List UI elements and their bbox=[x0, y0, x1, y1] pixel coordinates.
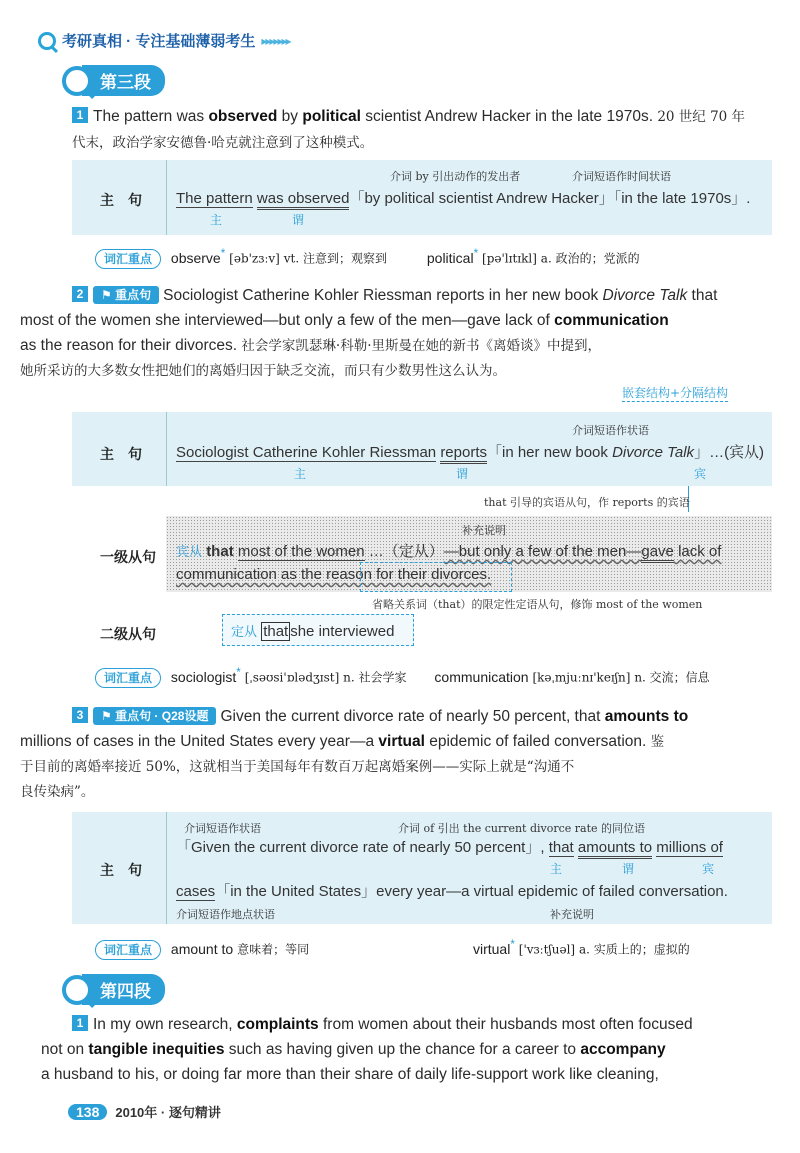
main-clause-line1 bbox=[176, 836, 723, 857]
label-object: 宾 bbox=[702, 862, 715, 876]
section-badge-3 bbox=[62, 65, 165, 96]
annotation: 介词 of 引出 the current divorce rate 的同位语 bbox=[398, 822, 646, 835]
text: from women about their husbands most often focused bbox=[318, 1016, 693, 1033]
annotation: 补充说明 bbox=[550, 908, 594, 921]
translation: 社会学家凯瑟琳·科勒·里斯曼在她的新书《离婚谈》中提到， bbox=[241, 338, 602, 354]
predicate: gave bbox=[641, 543, 674, 563]
label-object: 宾 bbox=[694, 467, 707, 481]
star-icon: * bbox=[510, 938, 515, 951]
definition: n. 社会学家 bbox=[343, 670, 407, 685]
annotation: 介词短语作状语 bbox=[184, 822, 261, 835]
key-sentence-tag: ⚑ 重点句 bbox=[93, 286, 159, 304]
annotation: 介词短语作地点状语 bbox=[176, 908, 275, 921]
text: epidemic of failed conversation. bbox=[424, 733, 651, 750]
text: most of the women she interviewed—but only a few of the men—gave lack of bbox=[20, 312, 555, 329]
tag-text: 重点句 · Q28设题 bbox=[115, 709, 209, 723]
object-clause: 」…(宾从) bbox=[694, 444, 765, 461]
footer-title: 2010年 · 逐句精讲 bbox=[115, 1105, 221, 1120]
section-badge-4 bbox=[62, 974, 165, 1005]
annotation: 介词 by 引出动作的发出者 bbox=[390, 170, 521, 183]
label-subject: 主 bbox=[294, 467, 307, 481]
section-search-icon bbox=[62, 66, 92, 96]
subject: The pattern bbox=[176, 190, 253, 207]
label-predicate: 谓 bbox=[622, 862, 635, 876]
box-label: 二级从句 bbox=[100, 626, 156, 642]
section-title: 第三段 bbox=[82, 65, 165, 96]
section-search-icon bbox=[62, 975, 92, 1005]
key-sentence-tag: ⚑ 重点句 · Q28设题 bbox=[93, 707, 216, 725]
page-footer bbox=[68, 1102, 221, 1121]
text: as the reason for their divorces. bbox=[20, 337, 242, 354]
translation: 鉴 bbox=[650, 734, 665, 750]
sentence-number: 3 bbox=[72, 707, 88, 723]
phonetic: [ˌsəʊsi'ɒlədʒɪst] bbox=[244, 670, 340, 685]
box-label: 一级从句 bbox=[100, 549, 156, 565]
text: that bbox=[687, 287, 718, 304]
book-title: Divorce Talk bbox=[612, 444, 695, 461]
text: millions of cases in the United States every year—a bbox=[20, 733, 379, 750]
definition: a. 实质上的；虚拟的 bbox=[579, 942, 690, 957]
vocab-label: 词汇重点 bbox=[95, 668, 161, 688]
object: lack of bbox=[673, 543, 722, 560]
section-title: 第四段 bbox=[82, 974, 165, 1005]
search-logo-icon bbox=[38, 32, 56, 50]
vocab-row-3 bbox=[95, 938, 690, 960]
translation: 20 世纪 70 年代末，政治学家安德鲁·哈克就注意到了这种模式。 bbox=[72, 109, 746, 151]
vocab-word: sociologist bbox=[170, 668, 237, 685]
box-label: 主 句 bbox=[100, 446, 142, 462]
text: a husband to his, or doing far more than their share of daily life-support work like cleaning, bbox=[41, 1066, 659, 1083]
keyword: virtual bbox=[378, 733, 425, 750]
phonetic: [kəˌmjuːnɪ'keɪʃn] bbox=[532, 670, 631, 685]
prep-phrase: 「in her new book bbox=[487, 444, 613, 461]
level1-clause bbox=[176, 540, 721, 561]
keyword: observed bbox=[208, 108, 278, 125]
definition: vt. 注意到；观察到 bbox=[283, 251, 387, 266]
analysis-box-2-main bbox=[72, 412, 772, 486]
text: not on bbox=[41, 1041, 89, 1058]
text: by bbox=[277, 108, 303, 125]
vocab-row-2 bbox=[95, 666, 710, 688]
label-subject: 主 bbox=[210, 213, 223, 227]
structure-note: 嵌套结构+分隔结构 bbox=[622, 386, 729, 400]
phonetic: [əb'zɜːv] bbox=[229, 251, 280, 266]
prep-phrase: 「by political scientist Andrew Hacker」 bbox=[349, 190, 614, 207]
clause-tag: 宾从 bbox=[176, 545, 203, 560]
text: In my own research, bbox=[93, 1016, 237, 1033]
star-icon: * bbox=[220, 247, 226, 260]
box-label: 主 句 bbox=[100, 192, 142, 208]
phonetic: ['vɜːtʃuəl] bbox=[518, 942, 576, 957]
main-clause-line2 bbox=[176, 880, 728, 901]
text: Sociologist Catherine Kohler Riessman reports in her new book bbox=[163, 287, 603, 304]
book-title: Divorce Talk bbox=[602, 287, 688, 304]
analysis-box-2-level2 bbox=[222, 614, 414, 646]
main-clause bbox=[176, 441, 764, 462]
relative-pronoun: that bbox=[263, 623, 289, 640]
sentence-2 bbox=[20, 283, 752, 384]
keyword: communication bbox=[554, 312, 669, 329]
subject: most of the women bbox=[237, 543, 365, 560]
sentence-number: 1 bbox=[72, 107, 88, 123]
label-predicate: 谓 bbox=[456, 467, 469, 481]
subject: Sociologist Catherine Kohler Riessman bbox=[176, 444, 437, 461]
text: such as having given up the chance for a career to bbox=[224, 1041, 581, 1058]
annotation: 补充说明 bbox=[462, 524, 506, 537]
label-predicate: 谓 bbox=[292, 213, 305, 227]
vocab-word: virtual bbox=[472, 940, 511, 957]
box-label: 主 句 bbox=[100, 862, 142, 878]
predicate: was observed bbox=[257, 190, 350, 210]
star-icon: * bbox=[236, 666, 241, 679]
keyword: political bbox=[302, 108, 361, 125]
translation: 良传染病”。 bbox=[20, 784, 95, 800]
page-header bbox=[38, 30, 290, 51]
dashed-bracket bbox=[360, 562, 512, 592]
sentence-3 bbox=[20, 704, 752, 805]
sentence-4 bbox=[41, 1012, 752, 1087]
vocab-word: political bbox=[426, 249, 474, 266]
keyword: amounts to bbox=[604, 708, 689, 725]
level2-clause bbox=[231, 621, 394, 640]
text: The pattern was bbox=[93, 108, 209, 125]
clause-text: she interviewed bbox=[290, 623, 395, 640]
header-arrows-icon: ▸▸▸▸▸▸▸ bbox=[261, 33, 290, 48]
prep-phrase: 「in the late 1970s」. bbox=[613, 190, 751, 207]
vocab-label: 词汇重点 bbox=[95, 249, 161, 269]
analysis-box-1 bbox=[72, 160, 772, 235]
insertion: —but only a few of the men— bbox=[443, 543, 642, 560]
sentence-number: 2 bbox=[72, 286, 88, 302]
predicate: amounts to bbox=[578, 839, 652, 859]
conjunction: that bbox=[206, 543, 234, 560]
vocab-word: communication bbox=[434, 668, 529, 685]
translation: 她所采访的大多数女性把她们的离婚归因于缺乏交流，而只有少数男性这么认为。 bbox=[20, 363, 506, 379]
vocab-word: amount to bbox=[170, 940, 234, 957]
vocab-row-1 bbox=[95, 247, 640, 269]
annotation: 省略关系词（that）的限定性定语从句，修饰 most of the women bbox=[372, 598, 703, 611]
vocab-word: observe bbox=[170, 249, 221, 266]
keyword: tangible inequities bbox=[88, 1041, 225, 1058]
keyword: accompany bbox=[580, 1041, 666, 1058]
phonetic: [pə'lɪtɪkl] bbox=[482, 251, 537, 266]
annotation: 介词短语作状语 bbox=[572, 424, 649, 437]
text: Given the current divorce rate of nearly 50 percent, that bbox=[220, 708, 605, 725]
annotation: that 引导的宾语从句，作 reports 的宾语 bbox=[484, 496, 690, 509]
label-subject: 主 bbox=[550, 862, 563, 876]
clause-text: 「in the United States」every year—a virtual epidemic of failed conversation. bbox=[215, 883, 728, 900]
translation: 于目前的离婚率接近 50%，这就相当于美国每年有数百万起离婚案例——实际上就是“沟通不 bbox=[20, 759, 575, 775]
object-continued: communication as the reason for their divorces. bbox=[176, 566, 492, 583]
text: scientist Andrew Hacker in the late 1970s. bbox=[360, 108, 658, 125]
keyword: complaints bbox=[236, 1016, 319, 1033]
definition: n. 交流；信息 bbox=[634, 670, 710, 685]
page-number: 138 bbox=[68, 1104, 107, 1120]
main-clause bbox=[176, 187, 750, 208]
prep-phrase: 「Given the current divorce rate of nearly 50 percent」, bbox=[176, 839, 545, 856]
predicate: reports bbox=[440, 444, 487, 464]
header-title: 考研真相 · 专注基础薄弱考生 bbox=[62, 33, 256, 50]
analysis-box-3 bbox=[72, 812, 772, 924]
attributive-clause: …（定从） bbox=[364, 543, 444, 560]
object: millions of bbox=[656, 839, 723, 856]
clause-tag: 定从 bbox=[231, 625, 258, 640]
annotation: 介词短语作时间状语 bbox=[572, 170, 671, 183]
vocab-label: 词汇重点 bbox=[95, 940, 161, 960]
object-continued: cases bbox=[176, 883, 216, 900]
subject: that bbox=[548, 839, 574, 856]
definition: 意味着；等同 bbox=[237, 942, 310, 957]
star-icon: * bbox=[473, 247, 479, 260]
tag-text: 重点句 bbox=[115, 288, 152, 302]
definition: a. 政治的；党派的 bbox=[540, 251, 640, 266]
sentence-1 bbox=[72, 104, 752, 156]
sentence-number: 1 bbox=[72, 1015, 88, 1031]
